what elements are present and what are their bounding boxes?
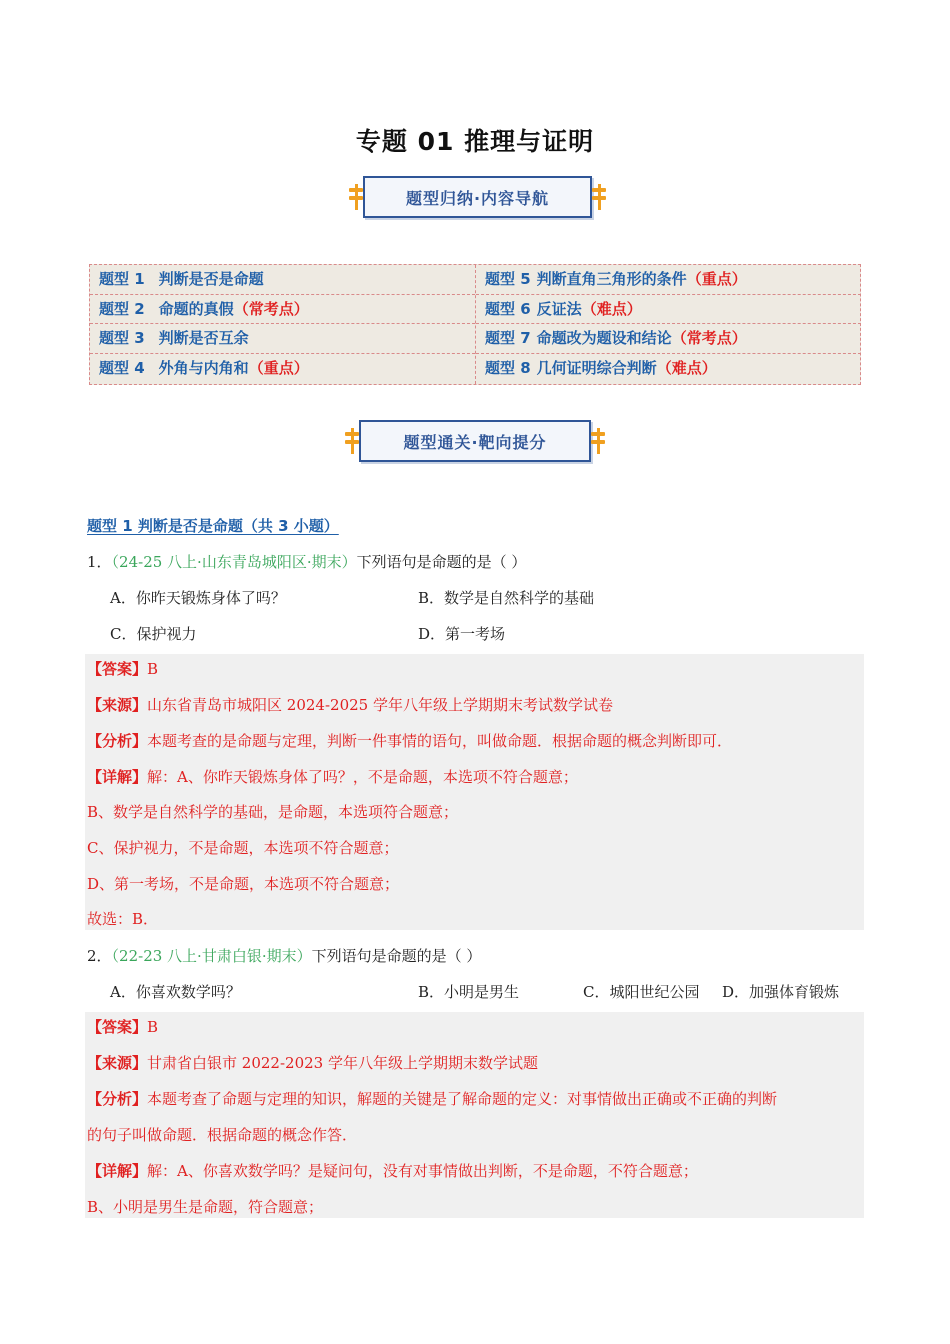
decor-bars-icon — [591, 430, 605, 452]
option-a: A．你昨天锻炼身体了吗？ — [110, 589, 286, 607]
question-source: （24-25 八上·山东青岛城阳区·期末） — [111, 553, 357, 571]
banner-practice — [359, 420, 591, 462]
option-b: B．小明是男生 — [418, 983, 520, 1001]
toc-left-column — [90, 265, 476, 384]
toc-item[interactable]: 题型 1 判断是否是命题 — [90, 265, 475, 295]
decor-bars-icon — [592, 186, 606, 208]
source-line: 【来源】甘肃省白银市 2022-2023 学年八年级上学期期末数学试题 — [87, 1054, 538, 1072]
toc-item[interactable]: 题型 8 几何证明综合判断（难点） — [485, 358, 717, 377]
detail-line: B、数学是自然科学的基础，是命题，本选项符合题意； — [87, 803, 459, 821]
answer-line: 【答案】B — [87, 660, 159, 678]
answer-block-2 — [85, 1012, 864, 1218]
answer-block-1 — [85, 654, 864, 930]
decor-bars-icon — [349, 186, 363, 208]
question-1: 1．（24-25 八上·山东青岛城阳区·期末）下列语句是命题的是（ ） — [87, 553, 527, 571]
banner-navigation — [363, 176, 592, 218]
toc-item[interactable]: 题型 2 命题的真假（常考点） — [90, 295, 475, 325]
toc-right-column — [476, 265, 861, 383]
option-a: A．你喜欢数学吗？ — [110, 983, 241, 1001]
option-c: C．保护视力 — [110, 625, 197, 643]
toc-item[interactable]: 题型 6 反证法（难点） — [476, 295, 861, 325]
detail-line: 【详解】解：A、你喜欢数学吗？是疑问句，没有对事情做出判断，不是命题，不符合题意； — [87, 1162, 698, 1180]
analysis-line: 的句子叫做命题．根据命题的概念作答． — [87, 1126, 358, 1144]
decor-bars-icon — [345, 430, 359, 452]
detail-line: 故选：B． — [87, 910, 159, 928]
toc-item[interactable]: 题型 5 判断直角三角形的条件（重点） — [476, 265, 861, 295]
banner-navigation-label: 题型归纳·内容导航 — [405, 188, 550, 208]
detail-line: 【详解】解：A、你昨天锻炼身体了吗？，不是命题，本选项不符合题意； — [87, 768, 578, 786]
detail-line: D、第一考场，不是命题，本选项不符合题意； — [87, 875, 400, 893]
section-heading[interactable]: 题型 1 判断是否是命题（共 3 小题） — [87, 517, 339, 535]
question-source: （22-23 八上·甘肃白银·期末） — [111, 947, 312, 965]
option-d: D．第一考场 — [418, 625, 506, 643]
question-2: 2．（22-23 八上·甘肃白银·期末）下列语句是命题的是（ ） — [87, 947, 482, 965]
option-d: D．加强体育锻炼 — [722, 983, 840, 1001]
option-c: C．城阳世纪公园 — [583, 983, 700, 1001]
toc-item[interactable]: 题型 4 外角与内角和（重点） — [99, 358, 309, 377]
source-line: 【来源】山东省青岛市城阳区 2024-2025 学年八年级上学期期末考试数学试卷 — [87, 696, 613, 714]
answer-line: 【答案】B — [87, 1018, 159, 1036]
analysis-line: 【分析】本题考查的是命题与定理，判断一件事情的语句，叫做命题．根据命题的概念判断即可． — [87, 732, 733, 750]
toc-table — [89, 264, 861, 385]
option-b: B．数学是自然科学的基础 — [418, 589, 595, 607]
detail-line: B、小明是男生是命题，符合题意； — [87, 1198, 324, 1216]
page-title: 专题 01 推理与证明 — [355, 127, 595, 156]
analysis-line: 【分析】本题考查了命题与定理的知识，解题的关键是了解命题的定义：对事情做出正确或不正确的判断 — [87, 1090, 778, 1108]
detail-line: C、保护视力，不是命题，本选项不符合题意； — [87, 839, 399, 857]
toc-item[interactable]: 题型 7 命题改为题设和结论（常考点） — [476, 324, 861, 354]
banner-practice-label: 题型通关·靶向提分 — [403, 432, 547, 452]
toc-item[interactable]: 题型 3 判断是否互余 — [90, 324, 475, 354]
